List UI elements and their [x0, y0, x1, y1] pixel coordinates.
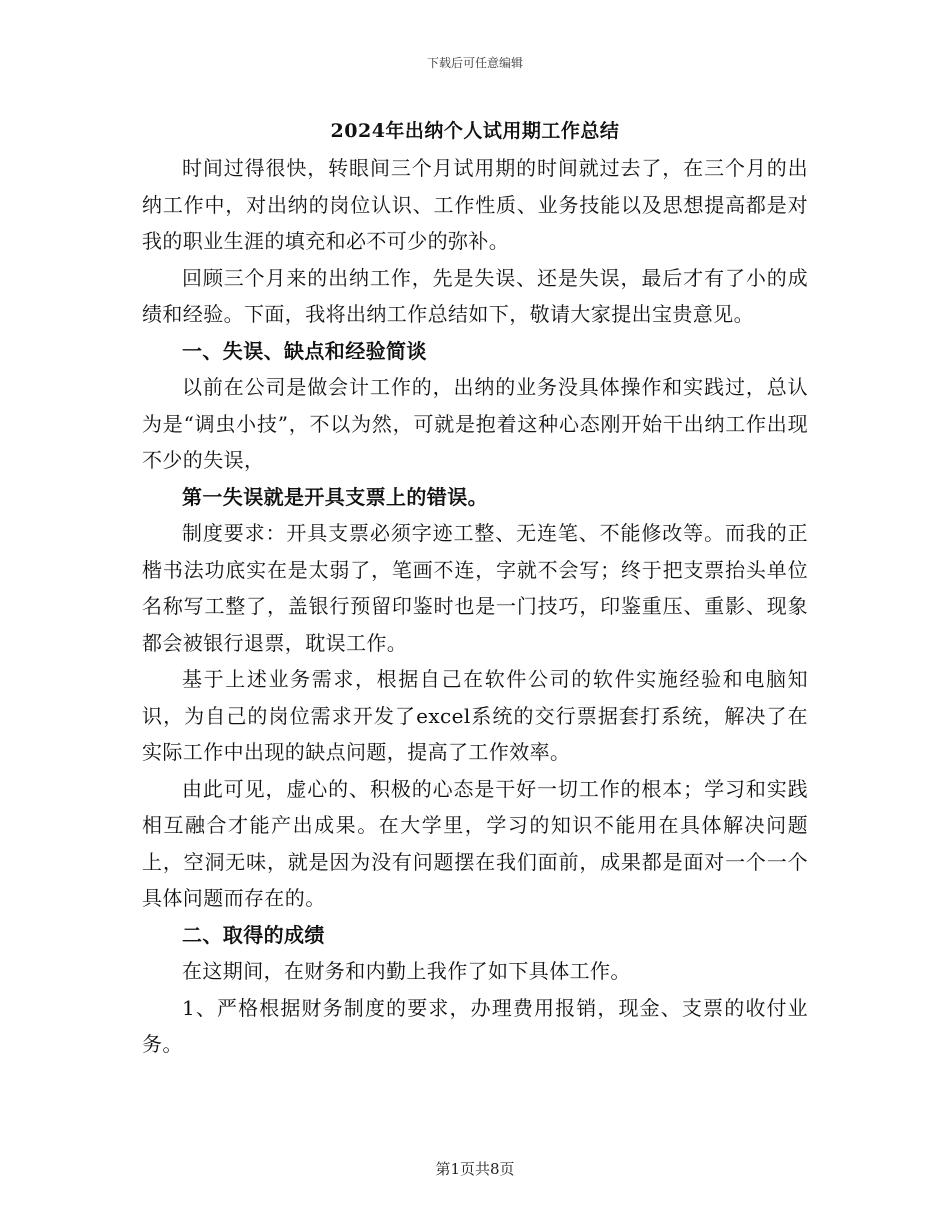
- document-body: [142, 150, 808, 1063]
- paragraph: 在这期间，在财务和内勤上我作了如下具体工作。: [182, 959, 631, 983]
- paragraph: 制度要求：开具支票必须字迹工整、无连笔、不能修改等。而我的正楷书法功底实在是太弱了，笔画不连，字就不会写；终于把支票抬头单位名称写工整了，盖银行预留印鉴时也是一门技巧，印鉴重压、重影、现象都会被银行退票，耽误工作。: [142, 521, 808, 655]
- header-note: 下载后可任意编辑: [426, 56, 523, 70]
- section-heading: 一、失误、缺点和经验简谈: [182, 338, 427, 363]
- section-heading: 二、取得的成绩: [182, 922, 325, 947]
- document-title: 2024年出纳个人试用期工作总结: [330, 120, 620, 142]
- paragraph: 时间过得很快，转眼间三个月试用期的时间就过去了，在三个月的出纳工作中，对出纳的岗位认识、工作性质、业务技能以及思想提高都是对我的职业生涯的填充和必不可少的弥补。: [142, 156, 808, 253]
- page-footer: [0, 1158, 950, 1179]
- paragraph: 以前在公司是做会计工作的，出纳的业务没具体操作和实践过，总认为是“调虫小技”，不以为然，可就是抱着这种心态刚开始干出纳工作出现不少的失误，: [142, 375, 808, 472]
- page-number: 第1页共8页: [435, 1160, 515, 1178]
- paragraph: 由此可见，虚心的、积极的心态是干好一切工作的根本；学习和实践相互融合才能产出成果。在大学里，学习的知识不能用在具体解决问题上，空洞无味，就是因为没有问题摆在我们面前，成果都是面对一个一个具体问题而存在的。: [142, 776, 808, 910]
- paragraph: 1、严格根据财务制度的要求，办理费用报销，现金、支票的收付业务。: [142, 995, 808, 1056]
- paragraph: 回顾三个月来的出纳工作，先是失误、还是失误，最后才有了小的成绩和经验。下面，我将出纳工作总结如下，敬请大家提出宝贵意见。: [142, 265, 808, 326]
- paragraph: 基于上述业务需求，根据自己在软件公司的软件实施经验和电脑知识，为自己的岗位需求开发了excel系统的交行票据套打系统，解决了在实际工作中出现的缺点问题，提高了工作效率。: [142, 667, 808, 764]
- sub-heading: 第一失误就是开具支票上的错误。: [182, 484, 488, 509]
